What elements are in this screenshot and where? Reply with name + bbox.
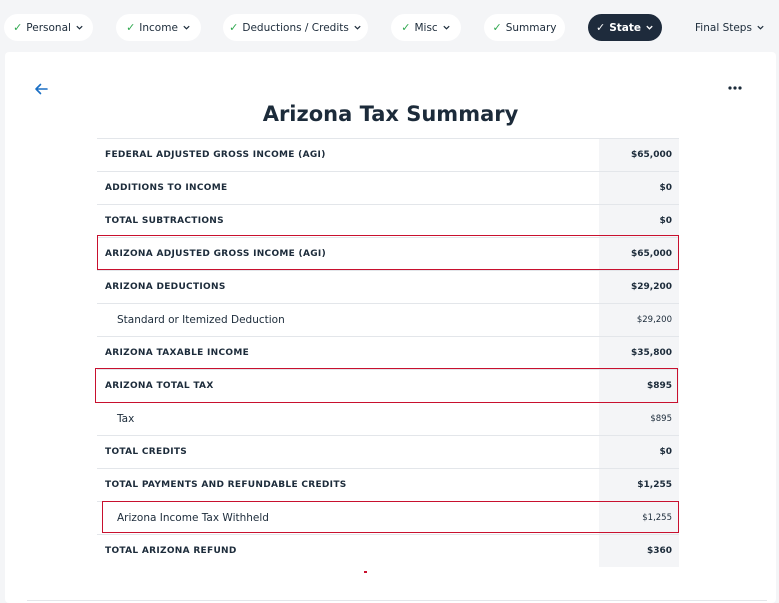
row-label: ARIZONA TOTAL TAX	[105, 381, 214, 391]
row-value: $360	[599, 535, 679, 567]
table-row	[97, 204, 679, 237]
nav-step-personal[interactable]	[4, 14, 93, 41]
nav-step-income[interactable]	[116, 14, 201, 41]
table-row	[97, 171, 679, 204]
table-row	[97, 501, 679, 534]
chevron-down-icon	[353, 23, 362, 32]
chevron-down-icon	[756, 23, 765, 32]
nav-step-label: Summary	[505, 21, 557, 34]
table-row	[97, 303, 679, 336]
chevron-down-icon	[75, 23, 84, 32]
row-label: TOTAL CREDITS	[105, 447, 188, 457]
page-title: Arizona Tax Summary	[262, 102, 519, 126]
row-value: $29,200	[599, 271, 679, 303]
table-row	[97, 435, 679, 468]
divider	[27, 600, 767, 601]
chevron-down-icon	[182, 23, 191, 32]
row-label: ARIZONA TAXABLE INCOME	[105, 348, 250, 358]
red-mark	[364, 571, 367, 573]
tax-summary-table	[97, 138, 679, 567]
nav-step-label: Personal	[26, 21, 71, 34]
nav-step-state[interactable]	[588, 14, 662, 41]
row-label: TOTAL SUBTRACTIONS	[105, 216, 224, 226]
nav-step-label: Misc	[414, 21, 438, 34]
row-label: TOTAL PAYMENTS AND REFUNDABLE CREDITS	[105, 480, 347, 490]
nav-step-misc[interactable]	[391, 14, 461, 41]
row-value: $895	[599, 403, 679, 435]
nav-step-label: Deductions / Credits	[242, 21, 349, 34]
check-icon: ✓	[126, 21, 136, 34]
row-label: Standard or Itemized Deduction	[117, 314, 285, 326]
back-arrow-icon[interactable]	[33, 82, 49, 96]
table-row	[97, 237, 679, 270]
row-value: $0	[599, 172, 679, 204]
row-label: ADDITIONS TO INCOME	[105, 183, 228, 193]
table-row	[97, 270, 679, 303]
row-value: $65,000	[599, 139, 679, 171]
nav-step-label: State	[609, 21, 642, 34]
chevron-down-icon	[645, 23, 654, 32]
table-row	[97, 336, 679, 369]
row-value: $0	[599, 436, 679, 468]
row-label: Tax	[117, 413, 135, 425]
row-value: $0	[599, 205, 679, 237]
table-row	[97, 402, 679, 435]
row-label: ARIZONA DEDUCTIONS	[105, 282, 226, 292]
nav-step-summary[interactable]	[484, 14, 565, 41]
row-label: Arizona Income Tax Withheld	[117, 512, 269, 524]
chevron-down-icon	[442, 23, 451, 32]
nav-step-deductions-credits[interactable]	[223, 14, 368, 41]
nav-step-label: Income	[139, 21, 178, 34]
row-value: $1,255	[599, 469, 679, 501]
nav-step-final-steps[interactable]	[686, 14, 774, 41]
row-label: FEDERAL ADJUSTED GROSS INCOME (AGI)	[105, 150, 326, 160]
row-value: $35,800	[599, 337, 679, 369]
row-value: $1,255	[599, 502, 679, 534]
row-label: ARIZONA ADJUSTED GROSS INCOME (AGI)	[105, 249, 326, 259]
more-options-icon[interactable]	[725, 80, 745, 96]
table-row	[97, 534, 679, 567]
summary-card	[5, 52, 776, 603]
row-label: TOTAL ARIZONA REFUND	[105, 546, 237, 556]
check-icon: ✓	[13, 21, 23, 34]
check-icon: ✓	[595, 21, 606, 34]
check-icon: ✓	[492, 21, 502, 34]
row-value: $895	[599, 370, 679, 402]
check-icon: ✓	[401, 21, 411, 34]
table-row	[97, 138, 679, 171]
check-icon: ✓	[229, 21, 239, 34]
row-value: $29,200	[599, 304, 679, 336]
nav-step-label: Final Steps	[695, 21, 752, 34]
table-row	[97, 468, 679, 501]
row-value: $65,000	[599, 238, 679, 270]
step-navigation	[0, 0, 779, 52]
table-row	[97, 369, 679, 402]
